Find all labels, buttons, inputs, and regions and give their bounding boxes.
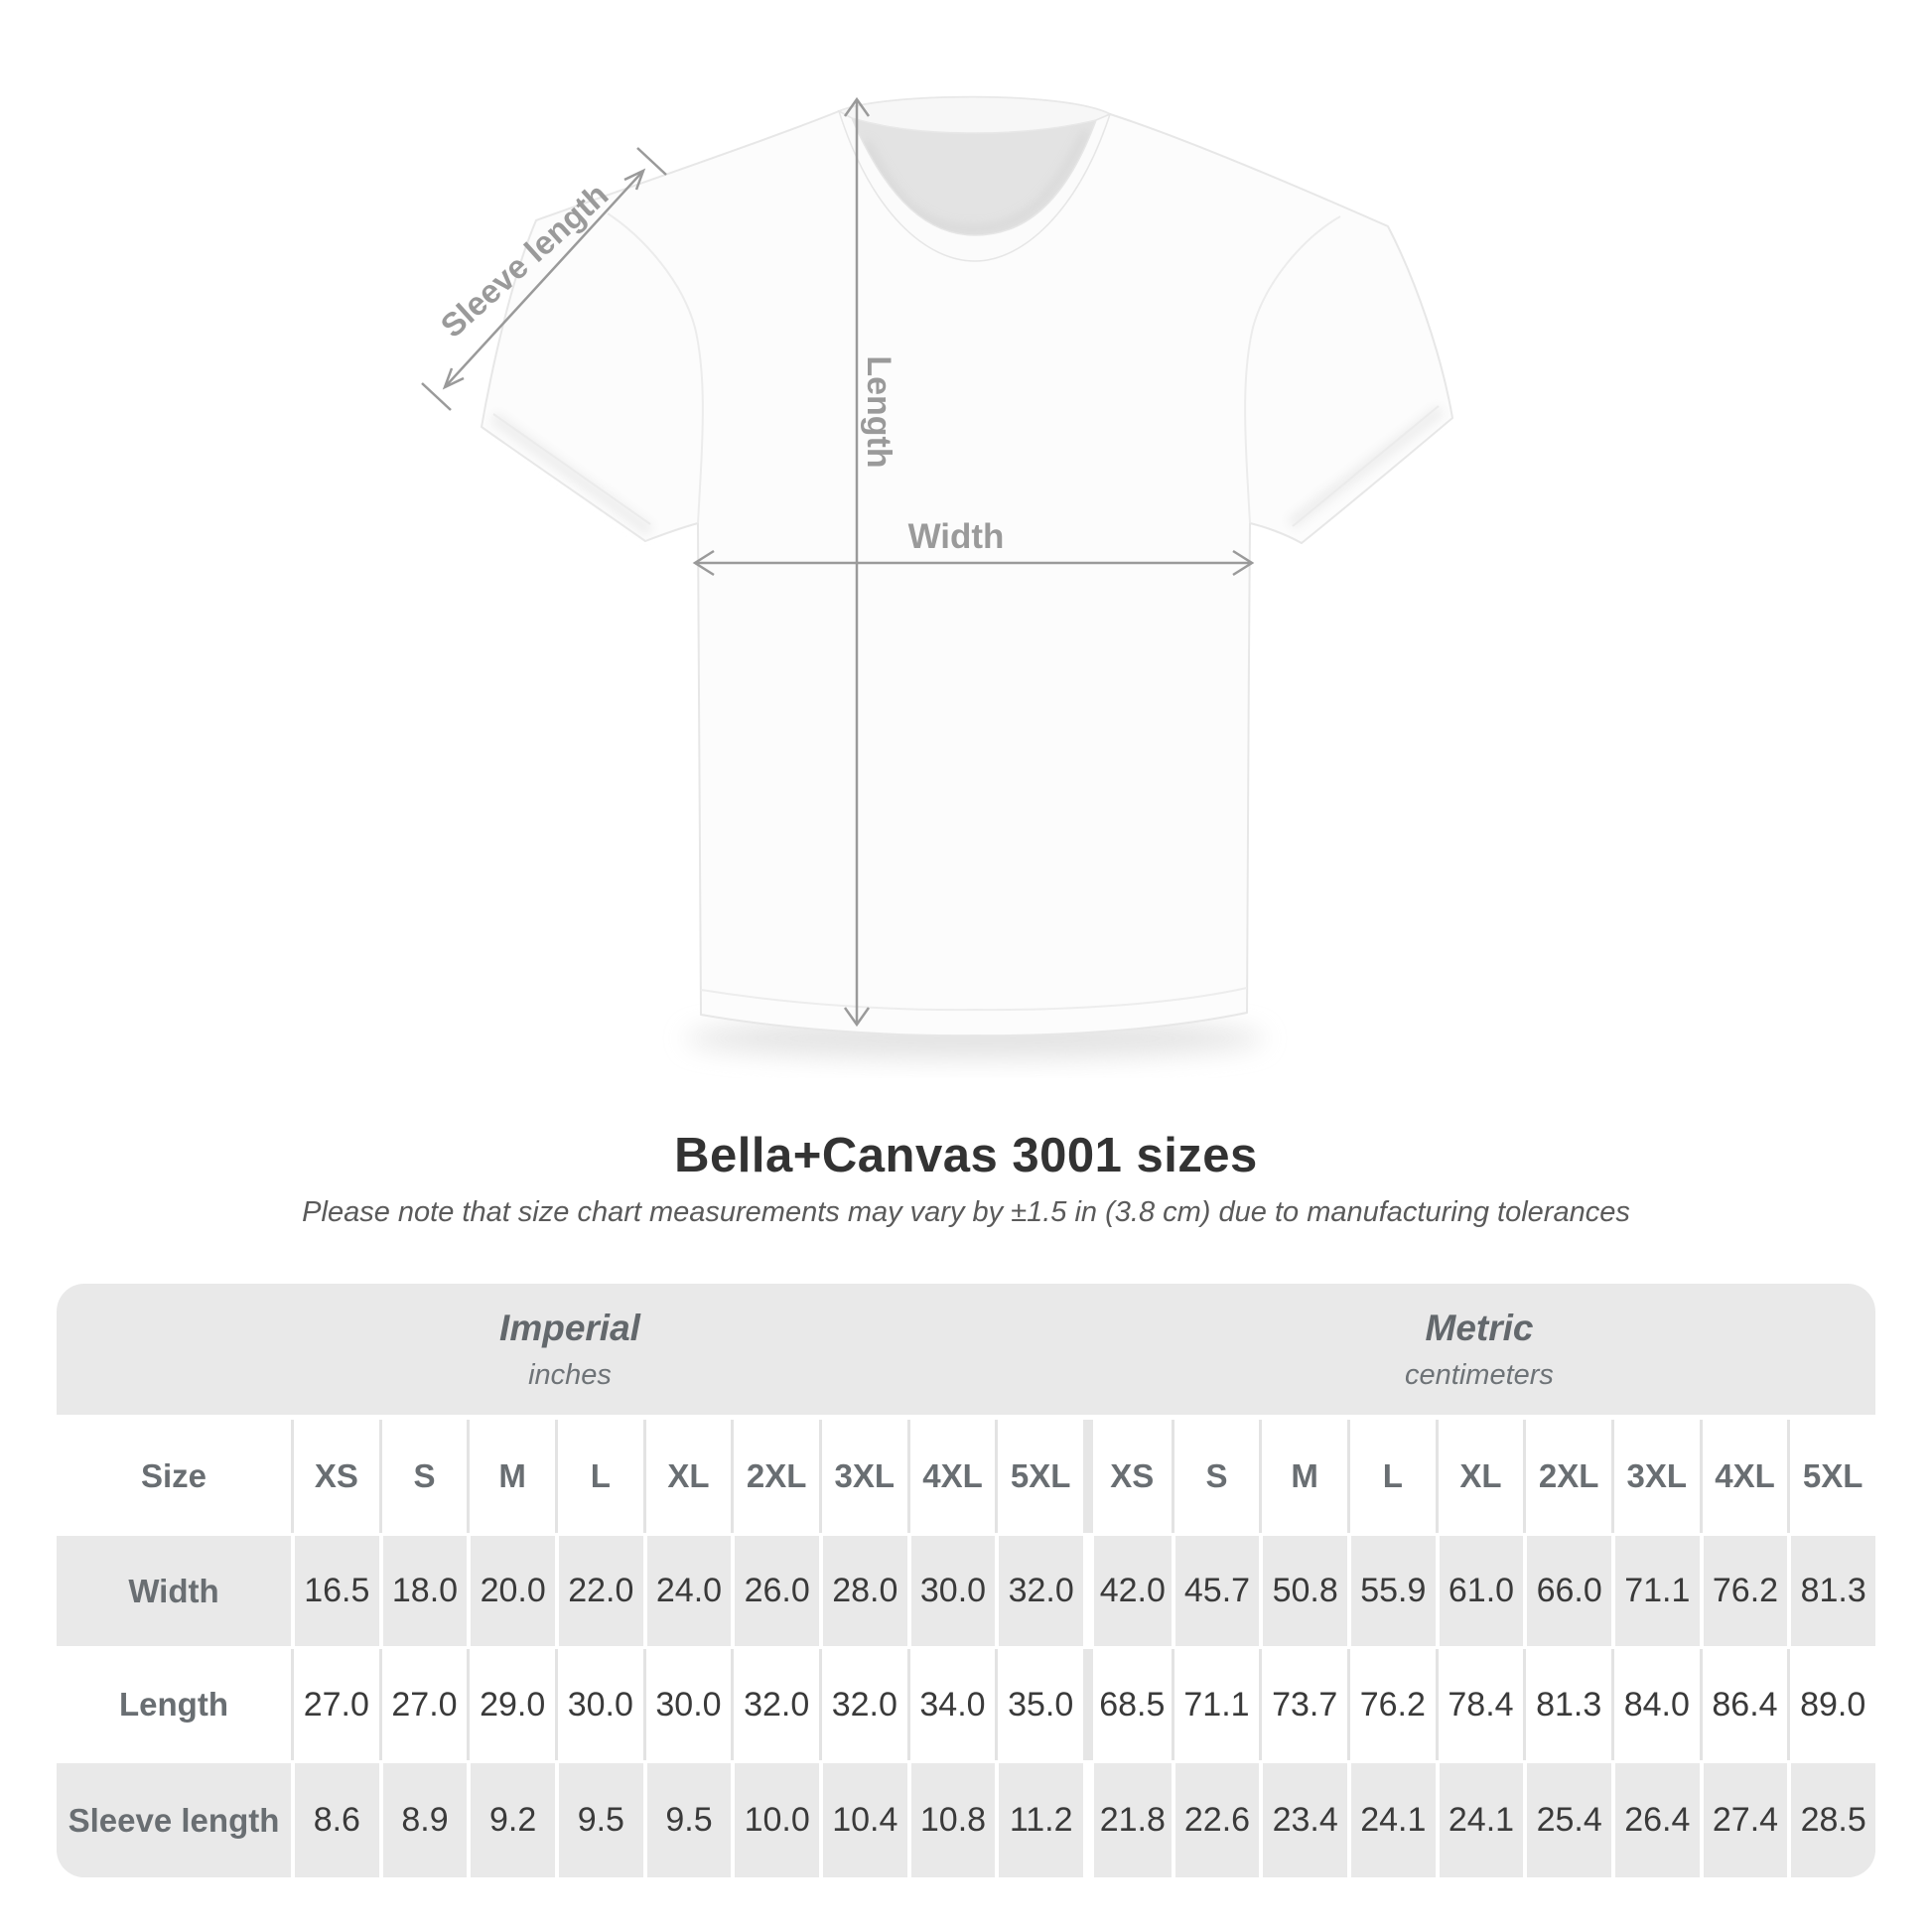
sleeve-met-4xl: 27.4 [1700, 1763, 1788, 1877]
size-header-met-s: S [1172, 1420, 1260, 1533]
size-header-met-xl: XL [1436, 1420, 1524, 1533]
width-met-s: 45.7 [1172, 1536, 1260, 1646]
sleeve-imp-xs: 8.6 [291, 1763, 379, 1877]
size-header-imp-5xl: 5XL [995, 1420, 1083, 1533]
sleeve-met-xs: 21.8 [1083, 1763, 1172, 1877]
width-met-xl: 61.0 [1436, 1536, 1524, 1646]
width-imp-4xl: 30.0 [907, 1536, 996, 1646]
width-imp-s: 18.0 [379, 1536, 468, 1646]
size-header-imp-4xl: 4XL [907, 1420, 996, 1533]
sleeve-met-l: 24.1 [1347, 1763, 1436, 1877]
width-imp-xs: 16.5 [291, 1536, 379, 1646]
metric-unit: centimeters [1405, 1358, 1554, 1391]
length-met-3xl: 84.0 [1611, 1649, 1700, 1760]
table-row-width [57, 1533, 1875, 1646]
length-imp-xs: 27.0 [291, 1649, 379, 1760]
table-unit-header [57, 1284, 1875, 1420]
imperial-header [57, 1284, 1083, 1415]
length-imp-3xl: 32.0 [819, 1649, 907, 1760]
size-header-imp-xs: XS [291, 1420, 379, 1533]
metric-title: Metric [1425, 1307, 1534, 1348]
table-row-length [57, 1646, 1875, 1760]
sleeve-imp-m: 9.2 [467, 1763, 555, 1877]
width-imp-5xl: 32.0 [995, 1536, 1083, 1646]
length-label: Length [860, 355, 897, 469]
size-header-met-l: L [1347, 1420, 1436, 1533]
length-met-s: 71.1 [1172, 1649, 1260, 1760]
sleeve-met-2xl: 25.4 [1523, 1763, 1611, 1877]
sleeve-imp-2xl: 10.0 [731, 1763, 819, 1877]
width-met-2xl: 66.0 [1523, 1536, 1611, 1646]
size-header-imp-m: M [467, 1420, 555, 1533]
length-met-4xl: 86.4 [1700, 1649, 1788, 1760]
length-imp-m: 29.0 [467, 1649, 555, 1760]
width-met-m: 50.8 [1259, 1536, 1347, 1646]
length-met-l: 76.2 [1347, 1649, 1436, 1760]
length-met-2xl: 81.3 [1523, 1649, 1611, 1760]
size-header-met-2xl: 2XL [1523, 1420, 1611, 1533]
length-met-5xl: 89.0 [1787, 1649, 1875, 1760]
size-table [57, 1284, 1875, 1877]
width-imp-m: 20.0 [467, 1536, 555, 1646]
page-subtitle: Please note that size chart measurements may vary by ±1.5 in (3.8 cm) due to manufacturing tolerances [302, 1196, 1630, 1228]
imperial-title: Imperial [499, 1307, 640, 1348]
length-met-xs: 68.5 [1083, 1649, 1172, 1760]
size-header-met-m: M [1259, 1420, 1347, 1533]
width-met-l: 55.9 [1347, 1536, 1436, 1646]
length-imp-l: 30.0 [555, 1649, 643, 1760]
sleeve-met-3xl: 26.4 [1611, 1763, 1700, 1877]
width-met-4xl: 76.2 [1700, 1536, 1788, 1646]
width-imp-2xl: 26.0 [731, 1536, 819, 1646]
sleeve-met-5xl: 28.5 [1787, 1763, 1875, 1877]
size-header-imp-l: L [555, 1420, 643, 1533]
size-header-imp-3xl: 3XL [819, 1420, 907, 1533]
length-imp-2xl: 32.0 [731, 1649, 819, 1760]
length-imp-xl: 30.0 [643, 1649, 732, 1760]
width-met-xs: 42.0 [1083, 1536, 1172, 1646]
size-header-met-5xl: 5XL [1787, 1420, 1875, 1533]
sleeve-met-xl: 24.1 [1436, 1763, 1524, 1877]
page-title: Bella+Canvas 3001 sizes [674, 1129, 1258, 1182]
row-label-width: Width [57, 1536, 291, 1646]
sleeve-imp-xl: 9.5 [643, 1763, 732, 1877]
width-imp-l: 22.0 [555, 1536, 643, 1646]
sleeve-met-s: 22.6 [1172, 1763, 1260, 1877]
imperial-unit: inches [528, 1358, 612, 1391]
width-imp-3xl: 28.0 [819, 1536, 907, 1646]
size-header-met-4xl: 4XL [1700, 1420, 1788, 1533]
size-header-met-3xl: 3XL [1611, 1420, 1700, 1533]
length-imp-5xl: 35.0 [995, 1649, 1083, 1760]
size-header-met-xs: XS [1083, 1420, 1172, 1533]
row-label-length: Length [57, 1649, 291, 1760]
width-met-5xl: 81.3 [1787, 1536, 1875, 1646]
sleeve-imp-5xl: 11.2 [995, 1763, 1083, 1877]
size-col-header: Size [57, 1420, 291, 1533]
length-met-xl: 78.4 [1436, 1649, 1524, 1760]
width-imp-xl: 24.0 [643, 1536, 732, 1646]
metric-header [1083, 1284, 1875, 1415]
table-row-sleeve-length [57, 1760, 1875, 1877]
length-met-m: 73.7 [1259, 1649, 1347, 1760]
size-header-imp-xl: XL [643, 1420, 732, 1533]
row-label-sleeve: Sleeve length [57, 1763, 291, 1877]
sleeve-imp-4xl: 10.8 [907, 1763, 996, 1877]
length-imp-s: 27.0 [379, 1649, 468, 1760]
length-imp-4xl: 34.0 [907, 1649, 996, 1760]
sleeve-length-label: Sleeve length [433, 176, 616, 345]
width-met-3xl: 71.1 [1611, 1536, 1700, 1646]
sleeve-met-m: 23.4 [1259, 1763, 1347, 1877]
sleeve-imp-3xl: 10.4 [819, 1763, 907, 1877]
width-label: Width [907, 517, 1005, 556]
table-row-sizes [57, 1420, 1875, 1533]
size-header-imp-2xl: 2XL [731, 1420, 819, 1533]
sleeve-imp-l: 9.5 [555, 1763, 643, 1877]
sleeve-imp-s: 8.9 [379, 1763, 468, 1877]
size-header-imp-s: S [379, 1420, 468, 1533]
